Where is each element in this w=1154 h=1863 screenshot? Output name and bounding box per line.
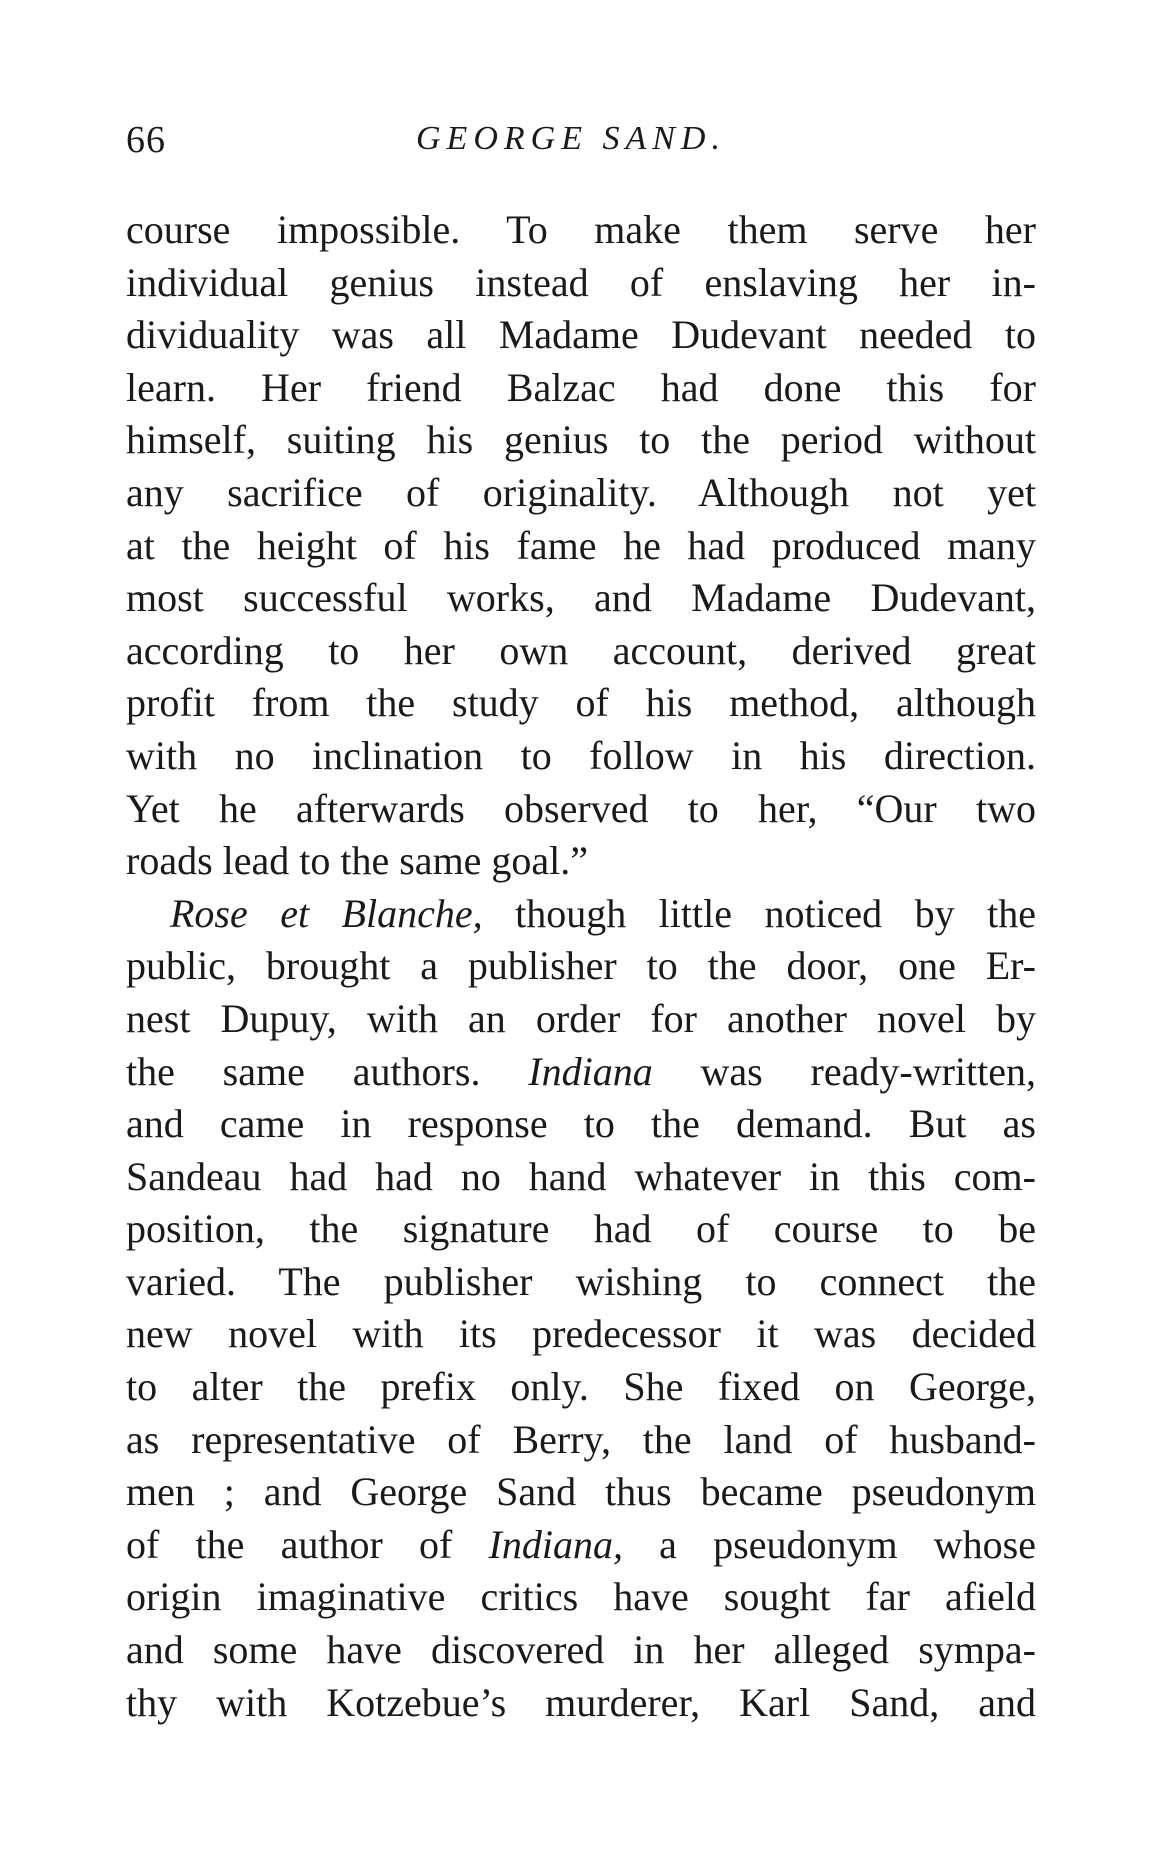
text-line: himself, suiting his genius to the period without [126, 417, 1036, 463]
text-line: course impossible. To make them serve her [126, 207, 1036, 252]
text-line: and some have discovered in her alleged sympa- [126, 1627, 1036, 1673]
page-number: 66 [126, 119, 166, 161]
text-line: any sacrifice of originality. Although not yet [126, 469, 1036, 515]
text-line: position, the signature had of course to be [126, 1206, 1036, 1252]
text-line: as representative of Berry, the land of husband- [126, 1416, 1036, 1462]
text-line: Sandeau had had no hand whatever in this com- [126, 1153, 1036, 1199]
text-line: individual genius instead of enslaving her in- [126, 259, 1036, 305]
text-line: varied. The publisher wishing to connect the [126, 1258, 1036, 1304]
text-line [126, 1519, 1036, 1572]
text-line: and came in response to the demand. But as [126, 1101, 1036, 1147]
book-title-rose-et-blanche: Rose et Blanche, [170, 890, 483, 936]
paragraph-2 [126, 888, 1036, 1730]
text-fragment: a pseudonym whose [622, 1521, 1036, 1567]
text-line [126, 888, 1036, 941]
text-line: roads lead to the same goal.” [126, 838, 589, 884]
book-title-indiana: Indiana [528, 1048, 653, 1094]
text-line: with no inclination to follow in his direction. [126, 732, 1036, 778]
text-line: origin imaginative critics have sought far afield [126, 1574, 1036, 1620]
text-line: according to her own account, derived great [126, 627, 1036, 673]
text-line: nest Dupuy, with an order for another novel by [126, 995, 1036, 1041]
text-line: at the height of his fame he had produced many [126, 522, 1036, 568]
page-header [126, 118, 1036, 178]
text-line: dividuality was all Madame Dudevant needed to [126, 312, 1036, 358]
text-fragment: though little noticed by the [482, 890, 1036, 936]
text-line: to alter the prefix only. She fixed on George, [126, 1364, 1036, 1410]
text-line: men ; and George Sand thus became pseudonym [126, 1469, 1036, 1515]
text-line [126, 1046, 1036, 1099]
text-line: new novel with its predecessor it was decided [126, 1311, 1036, 1357]
text-line: thy with Kotzebue’s murderer, Karl Sand, and [126, 1679, 1036, 1725]
body-text [126, 204, 1036, 1729]
text-line: Yet he afterwards observed to her, “Our two [126, 785, 1036, 831]
paragraph-1 [126, 204, 1036, 888]
text-line: most successful works, and Madame Dudevant, [126, 575, 1036, 621]
text-line: learn. Her friend Balzac had done this for [126, 364, 1036, 410]
text-line: profit from the study of his method, although [126, 680, 1036, 726]
book-title-indiana: Indiana, [488, 1521, 623, 1567]
text-fragment: the same authors. [126, 1048, 529, 1094]
text-fragment: of the author of [126, 1521, 489, 1567]
text-fragment: was ready-written, [652, 1048, 1036, 1094]
running-head: GEORGE SAND. [416, 120, 726, 157]
text-line: public, brought a publisher to the door, one Er- [126, 943, 1036, 989]
